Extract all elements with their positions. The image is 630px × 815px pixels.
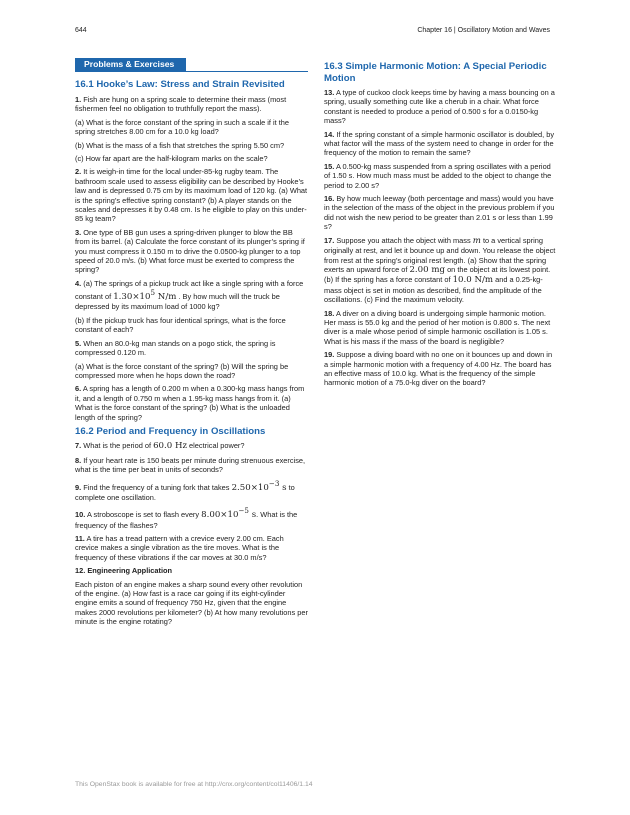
problem-text: It is weigh-in time for the local under-85-kg rugby team. The bathroom scale used to assess eligibility can be described by Hooke’s law and is depressed 0.75 cm by its maximum load of 120 kg. (a) What is the spring’s effective spring constant? (b) A player stands on the scales and depresses it by 0.48 cm. Is he eligible to play on this under-85 kg team? bbox=[75, 167, 308, 224]
problem-text: . By how much will the truck be depressed by its maximum load of 1000 kg? bbox=[75, 292, 280, 312]
problem-number: 5. bbox=[75, 338, 82, 348]
problem-text: and a 0.25-kg-mass object is set in motion as described, find the amplitude of the oscillations. (c) Find the maximum velocity. bbox=[324, 275, 543, 305]
problem-text: A tire has a tread pattern with a crevice every 2.00 cm. Each crevice makes a single vibration as the tire moves. What is the frequency of these vibrations if the car moves at 30.0 m/s? bbox=[75, 534, 284, 562]
problem-text: When an 80.0-kg man stands on a pogo stick, the spring is compressed 0.120 m. bbox=[75, 338, 276, 358]
problem-1a: (a) What is the force constant of the spring in such a scale if it the spring stretches 8.00 cm for a 10.0 kg load? bbox=[75, 117, 290, 137]
problem-13 bbox=[324, 88, 557, 126]
problem-11 bbox=[75, 534, 308, 562]
problem-number: 15. bbox=[324, 161, 335, 171]
problem-number: 9. bbox=[75, 482, 82, 492]
problem-text: to a vertical spring originally at rest, and let it bounce up and down. You release the object from rest at the spring’s original rest length. (a) Show that the spring exerts an upward force of bbox=[324, 235, 556, 274]
math-exponent: −5 bbox=[238, 506, 249, 516]
math-expression: 60.0 Hz bbox=[153, 441, 187, 452]
problem-15 bbox=[324, 162, 557, 190]
problem-text: A diver on a diving board is undergoing simple harmonic motion. Her mass is 55.0 kg and the period of her motion is 0.800 s. The next diver is a male whose period of simple harmonic oscillation is 1.05 s. What is his mass if the mass of the board is negligible? bbox=[324, 308, 551, 346]
problem-text: A 0.500-kg mass suspended from a spring oscillates with a period of 1.50 s. How much mass must be added to the object to change the period to 2.00 s? bbox=[324, 161, 552, 190]
problem-text: to complete one oscillation. bbox=[75, 482, 295, 502]
problem-number: 14. bbox=[324, 129, 335, 139]
banner-rule bbox=[75, 58, 308, 72]
footer-note: This OpenStax book is available for free at http://cnx.org/content/col11406/1.14 bbox=[75, 781, 313, 788]
problem-number: 6. bbox=[75, 384, 82, 394]
problem-2 bbox=[75, 167, 308, 223]
problem-number: 19. bbox=[324, 350, 335, 360]
problem-number: 16. bbox=[324, 194, 335, 204]
problem-text: Suppose you attach the object with mass bbox=[336, 235, 471, 245]
problem-12-heading bbox=[75, 566, 308, 575]
problem-14 bbox=[324, 130, 557, 158]
math-expression: 2.00 mg bbox=[409, 264, 445, 275]
problem-number: 18. bbox=[324, 308, 335, 318]
problem-number: 1. bbox=[75, 94, 82, 104]
problem-4 bbox=[75, 279, 308, 312]
math-exponent: 5 bbox=[150, 288, 156, 298]
problem-1b: (b) What is the mass of a fish that stretches the spring 5.50 cm? bbox=[75, 140, 285, 150]
problem-text: . What is the frequency of the flashes? bbox=[75, 510, 298, 530]
problem-7 bbox=[75, 441, 308, 451]
problem-text: A type of cuckoo clock keeps time by having a mass bouncing on a spring, usually something cute like a cherub in a chair. What force constant is needed to produce a period of 0.500 s for a 0.0150-kg mass? bbox=[324, 88, 555, 126]
problem-5 bbox=[75, 339, 308, 358]
problem-text: electrical power? bbox=[189, 441, 245, 451]
problem-text: If the spring constant of a simple harmonic oscillator is doubled, by what factor will the mass of the system need to change in order for the frequency of the motion to remain the same? bbox=[324, 129, 555, 158]
problem-10 bbox=[75, 506, 308, 530]
problem-number: 2. bbox=[75, 167, 82, 177]
problem-number: 8. bbox=[75, 455, 82, 465]
problem-9 bbox=[75, 479, 308, 503]
right-column bbox=[324, 58, 557, 392]
problem-16 bbox=[324, 194, 557, 232]
math-unit: s bbox=[282, 482, 287, 493]
problem-number: 3. bbox=[75, 227, 82, 237]
problem-text: Fish are hung on a spring scale to determine their mass (most fishermen feel no obligation to truthfully report the mass). bbox=[75, 94, 287, 114]
problem-text: By how much leeway (both percentage and mass) would you have in the selection of the mass of the object in the previous problem if you did not wish the new period to be greater than 2.01 s or less than 1.99 s? bbox=[324, 194, 555, 232]
math-expression bbox=[201, 506, 257, 521]
problem-text: Suppose a diving board with no one on it bounces up and down in a simple harmonic motion with a frequency of 4.00 Hz. The board has an effective mass of 10.0 kg. What is the frequency of the simple harmonic motion of a 75.0-kg diver on the board? bbox=[324, 350, 553, 388]
problem-12: Each piston of an engine makes a sharp sound every other revolution of the engine. (a) How fast is a race car going if its eight-cylinder engine emits a sound of frequency 750 Hz, given that the engine makes 2000 revolutions per kilometer? (b) At how many revolutions per minute is the engine rotating? bbox=[75, 579, 308, 627]
problem-1c: (c) How far apart are the half-kilogram marks on the scale? bbox=[75, 153, 268, 163]
section-title-16-1: 16.1 Hooke’s Law: Stress and Strain Revisited bbox=[75, 79, 285, 91]
problem-text: Find the frequency of a tuning fork that takes bbox=[83, 482, 230, 492]
section-title-16-2: 16.2 Period and Frequency in Oscillations bbox=[75, 425, 266, 437]
problem-8 bbox=[75, 456, 308, 475]
math-exponent: −3 bbox=[268, 478, 280, 488]
problem-17 bbox=[324, 236, 557, 305]
math-base: 1.30×10 bbox=[113, 292, 151, 303]
problem-text: A spring has a length of 0.200 m when a 0.300-kg mass hangs from it, and a length of 0.750 m when a 1.95-kg mass hangs from it. (a) What is the force constant of the spring? (b) What is the unloaded length of the spring? bbox=[75, 384, 305, 422]
problem-text: If your heart rate is 150 beats per minute during strenuous exercise, what is the time per beat in units of seconds? bbox=[75, 455, 306, 475]
problem-number: 17. bbox=[324, 235, 335, 245]
problem-text: on the object at its lowest point. (b) If the spring has a force constant of bbox=[324, 264, 551, 285]
problem-1 bbox=[75, 95, 308, 114]
math-expression bbox=[113, 288, 177, 303]
problem-number: 10. bbox=[75, 510, 86, 520]
problem-number: 7. bbox=[75, 441, 82, 451]
problem-6 bbox=[75, 384, 308, 422]
problem-text: A stroboscope is set to flash every bbox=[86, 510, 200, 520]
problem-18 bbox=[324, 309, 557, 347]
problems-banner: Problems & Exercises bbox=[75, 58, 186, 71]
math-variable: m bbox=[472, 235, 481, 246]
left-column bbox=[75, 58, 308, 631]
page-number: 644 bbox=[75, 27, 87, 34]
problem-number: 13. bbox=[324, 88, 335, 97]
math-base: 8.00×10 bbox=[201, 510, 239, 521]
problem-3 bbox=[75, 228, 308, 275]
math-base: 2.50×10 bbox=[231, 482, 269, 493]
problem-number: 11. bbox=[75, 534, 85, 544]
math-expression bbox=[231, 478, 287, 493]
problem-4b: (b) If the pickup truck has four identical springs, what is the force constant of each? bbox=[75, 315, 286, 335]
chapter-header: Chapter 16 | Oscillatory Motion and Waves bbox=[417, 27, 550, 34]
problem-number: 4. bbox=[75, 278, 82, 288]
problem-title: Engineering Application bbox=[87, 566, 173, 576]
problem-5a: (a) What is the force constant of the spring? (b) Will the spring be compressed more when he hops down the road? bbox=[75, 361, 289, 380]
math-expression: 10.0 N/m bbox=[452, 275, 494, 286]
problem-19 bbox=[324, 350, 557, 388]
section-title-16-3: 16.3 Simple Harmonic Motion: A Special Periodic Motion bbox=[324, 61, 547, 84]
problem-text: One type of BB gun uses a spring-driven plunger to blow the BB from its barrel. (a) Calculate the force constant of its plunger’s spring if you must compress it 0.150 m to drive the 0.0500-kg plunger to a top speed of 20.0 m/s. (b) What force must be exerted to compress the spring? bbox=[75, 227, 305, 275]
math-unit: N/m bbox=[157, 292, 177, 303]
math-unit: s bbox=[251, 510, 257, 521]
problem-text: (a) The springs of a pickup truck act like a single spring with a force constant of bbox=[75, 278, 304, 302]
problem-number: 12. bbox=[75, 566, 86, 576]
problem-text: What is the period of bbox=[83, 441, 152, 451]
